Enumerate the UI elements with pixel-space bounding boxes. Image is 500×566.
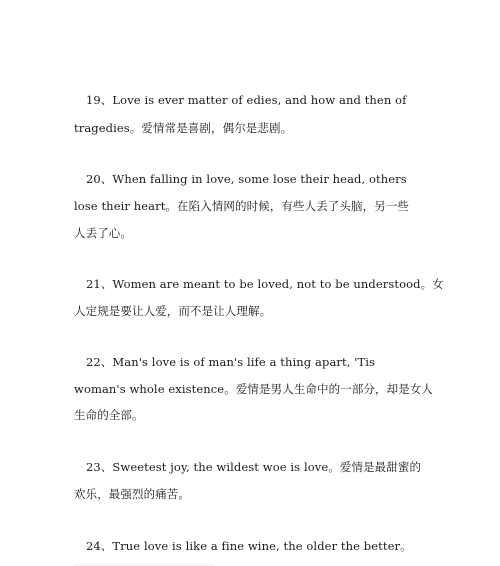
entry-19-line-1: 19、Love is ever matter of edies, and how and then of (86, 93, 407, 107)
entry-20-line-3: 人丢了心。 (74, 226, 132, 240)
entry-22-line-2: woman's whole existence。爱情是男人生命中的一部分，却是女人 (74, 382, 434, 396)
entry-21-line-1: 21、Women are meant to be loved, not to be understood。女 (86, 277, 444, 291)
entry-19-line-2: tragedies。爱情常是喜剧，偶尔是悲剧。 (74, 121, 293, 135)
entry-22-line-1: 22、Man's love is of man's life a thing apart, 'Tis (86, 355, 376, 369)
entry-23-line-2: 欢乐，最强烈的痛苦。 (74, 487, 190, 501)
entry-24-line-1: 24、True love is like a fine wine, the older the better。 (86, 539, 412, 553)
entry-21-line-2: 人定规是要让人爱，而不是让人理解。 (74, 304, 272, 318)
cut-off-next-line (74, 562, 214, 566)
entry-23-line-1: 23、Sweetest joy, the wildest woe is love。爱情是最甜蜜的 (86, 460, 422, 474)
entry-20-line-2: lose their heart。在陷入情网的时候，有些人丢了头脑，另一些 (74, 199, 410, 213)
entry-20-line-1: 20、When falling in love, some lose their head, others (86, 172, 407, 186)
entry-22-line-3: 生命的全部。 (74, 408, 144, 422)
